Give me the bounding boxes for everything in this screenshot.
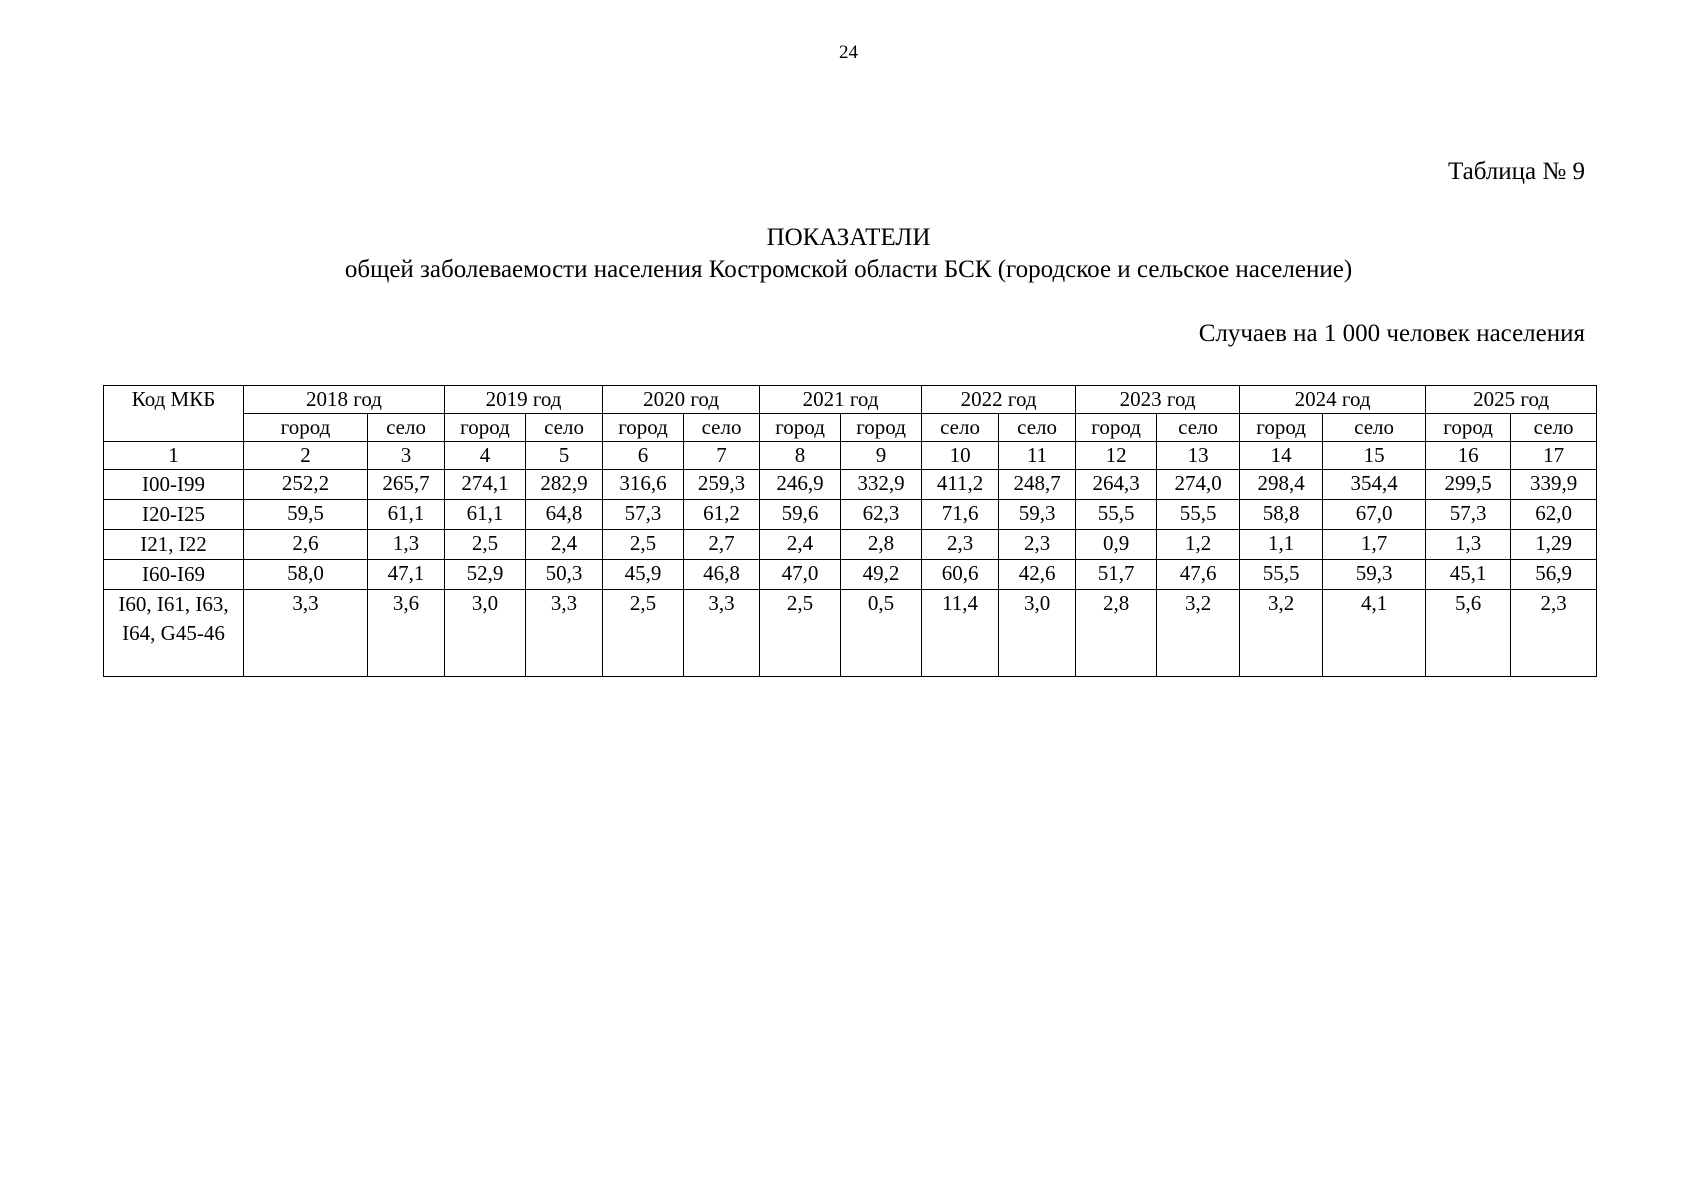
table-reference: Таблица № 9 — [1447, 158, 1585, 185]
value-cell: 3,3 — [684, 590, 760, 677]
value-cell: 252,2 — [244, 470, 368, 500]
column-number: 3 — [368, 442, 445, 470]
value-cell: 248,7 — [999, 470, 1076, 500]
value-cell: 411,2 — [922, 470, 999, 500]
value-cell: 56,9 — [1511, 560, 1597, 590]
value-cell: 52,9 — [445, 560, 526, 590]
population-type-header: город — [1240, 414, 1323, 442]
value-cell: 61,2 — [684, 500, 760, 530]
value-cell: 2,7 — [684, 530, 760, 560]
icd-code-cell: I60, I61, I63, I64, G45-46 — [104, 590, 244, 677]
value-cell: 332,9 — [841, 470, 922, 500]
column-number: 9 — [841, 442, 922, 470]
value-cell: 57,3 — [1426, 500, 1511, 530]
value-cell: 1,3 — [368, 530, 445, 560]
year-header: 2018 год — [244, 386, 445, 414]
value-cell: 60,6 — [922, 560, 999, 590]
population-type-header: город — [1426, 414, 1511, 442]
value-cell: 2,3 — [922, 530, 999, 560]
value-cell: 55,5 — [1240, 560, 1323, 590]
value-cell: 1,29 — [1511, 530, 1597, 560]
value-cell: 51,7 — [1076, 560, 1157, 590]
value-cell: 354,4 — [1323, 470, 1426, 500]
value-cell: 1,2 — [1157, 530, 1240, 560]
value-cell: 264,3 — [1076, 470, 1157, 500]
icd-code-header: Код МКБ — [104, 386, 244, 442]
icd-code-cell: I21, I22 — [104, 530, 244, 560]
value-cell: 50,3 — [526, 560, 603, 590]
column-number: 1 — [104, 442, 244, 470]
value-cell: 0,9 — [1076, 530, 1157, 560]
table-row — [104, 560, 1597, 590]
value-cell: 3,0 — [999, 590, 1076, 677]
value-cell: 274,0 — [1157, 470, 1240, 500]
value-cell: 1,3 — [1426, 530, 1511, 560]
value-cell: 57,3 — [603, 500, 684, 530]
value-cell: 11,4 — [922, 590, 999, 677]
value-cell: 62,0 — [1511, 500, 1597, 530]
icd-code-cell: I00-I99 — [104, 470, 244, 500]
population-type-header: город — [841, 414, 922, 442]
column-number: 11 — [999, 442, 1076, 470]
value-cell: 4,1 — [1323, 590, 1426, 677]
value-cell: 59,3 — [1323, 560, 1426, 590]
value-cell: 259,3 — [684, 470, 760, 500]
morbidity-table — [103, 385, 1597, 677]
value-cell: 47,0 — [760, 560, 841, 590]
population-type-header: село — [1157, 414, 1240, 442]
document-title: ПОКАЗАТЕЛИ — [766, 224, 931, 251]
value-cell: 64,8 — [526, 500, 603, 530]
year-header: 2020 год — [603, 386, 760, 414]
value-cell: 59,6 — [760, 500, 841, 530]
value-cell: 67,0 — [1323, 500, 1426, 530]
population-type-header: село — [684, 414, 760, 442]
value-cell: 47,6 — [1157, 560, 1240, 590]
value-cell: 339,9 — [1511, 470, 1597, 500]
value-cell: 282,9 — [526, 470, 603, 500]
population-type-header: город — [760, 414, 841, 442]
table-row — [104, 530, 1597, 560]
population-type-header: село — [526, 414, 603, 442]
value-cell: 0,5 — [841, 590, 922, 677]
value-cell: 58,0 — [244, 560, 368, 590]
value-cell: 61,1 — [368, 500, 445, 530]
column-number: 10 — [922, 442, 999, 470]
table-row — [104, 500, 1597, 530]
value-cell: 274,1 — [445, 470, 526, 500]
column-number: 2 — [244, 442, 368, 470]
value-cell: 2,4 — [526, 530, 603, 560]
value-cell: 5,6 — [1426, 590, 1511, 677]
value-cell: 47,1 — [368, 560, 445, 590]
value-cell: 45,1 — [1426, 560, 1511, 590]
year-header-row — [104, 386, 1597, 414]
column-number: 14 — [1240, 442, 1323, 470]
value-cell: 3,3 — [244, 590, 368, 677]
value-cell: 3,2 — [1157, 590, 1240, 677]
column-number: 7 — [684, 442, 760, 470]
value-cell: 2,5 — [445, 530, 526, 560]
value-cell: 49,2 — [841, 560, 922, 590]
value-cell: 55,5 — [1157, 500, 1240, 530]
value-cell: 2,6 — [244, 530, 368, 560]
value-cell: 2,3 — [1511, 590, 1597, 677]
value-cell: 1,1 — [1240, 530, 1323, 560]
population-type-header: село — [1323, 414, 1426, 442]
year-header: 2025 год — [1426, 386, 1597, 414]
value-cell: 299,5 — [1426, 470, 1511, 500]
value-cell: 61,1 — [445, 500, 526, 530]
column-number: 12 — [1076, 442, 1157, 470]
value-cell: 246,9 — [760, 470, 841, 500]
population-type-header: село — [922, 414, 999, 442]
table-row — [104, 590, 1597, 677]
population-type-header: село — [999, 414, 1076, 442]
year-header: 2022 год — [922, 386, 1076, 414]
units-note: Случаев на 1 000 человек населения — [1198, 320, 1585, 347]
year-header: 2021 год — [760, 386, 922, 414]
value-cell: 2,4 — [760, 530, 841, 560]
column-number: 17 — [1511, 442, 1597, 470]
value-cell: 2,8 — [841, 530, 922, 560]
population-type-header: город — [244, 414, 368, 442]
subheader-row — [104, 414, 1597, 442]
value-cell: 2,5 — [603, 590, 684, 677]
value-cell: 59,5 — [244, 500, 368, 530]
value-cell: 3,0 — [445, 590, 526, 677]
value-cell: 2,5 — [603, 530, 684, 560]
population-type-header: село — [368, 414, 445, 442]
value-cell: 45,9 — [603, 560, 684, 590]
population-type-header: город — [445, 414, 526, 442]
value-cell: 3,6 — [368, 590, 445, 677]
value-cell: 2,3 — [999, 530, 1076, 560]
icd-code-cell: I20-I25 — [104, 500, 244, 530]
value-cell: 59,3 — [999, 500, 1076, 530]
column-number: 13 — [1157, 442, 1240, 470]
icd-code-cell: I60-I69 — [104, 560, 244, 590]
value-cell: 1,7 — [1323, 530, 1426, 560]
table-row — [104, 470, 1597, 500]
population-type-header: город — [603, 414, 684, 442]
value-cell: 46,8 — [684, 560, 760, 590]
value-cell: 265,7 — [368, 470, 445, 500]
value-cell: 3,3 — [526, 590, 603, 677]
value-cell: 55,5 — [1076, 500, 1157, 530]
population-type-header: село — [1511, 414, 1597, 442]
value-cell: 2,5 — [760, 590, 841, 677]
value-cell: 42,6 — [999, 560, 1076, 590]
value-cell: 71,6 — [922, 500, 999, 530]
population-type-header: город — [1076, 414, 1157, 442]
value-cell: 58,8 — [1240, 500, 1323, 530]
column-number: 16 — [1426, 442, 1511, 470]
column-number: 6 — [603, 442, 684, 470]
page-number: 24 — [839, 42, 858, 63]
value-cell: 2,8 — [1076, 590, 1157, 677]
year-header: 2019 год — [445, 386, 603, 414]
document-subtitle: общей заболеваемости населения Костромской области БСК (городское и сельское население) — [344, 256, 1353, 283]
year-header: 2024 год — [1240, 386, 1426, 414]
column-number-row — [104, 442, 1597, 470]
year-header: 2023 год — [1076, 386, 1240, 414]
value-cell: 298,4 — [1240, 470, 1323, 500]
column-number: 8 — [760, 442, 841, 470]
value-cell: 62,3 — [841, 500, 922, 530]
value-cell: 3,2 — [1240, 590, 1323, 677]
document-heading — [0, 222, 1697, 286]
column-number: 4 — [445, 442, 526, 470]
column-number: 15 — [1323, 442, 1426, 470]
value-cell: 316,6 — [603, 470, 684, 500]
column-number: 5 — [526, 442, 603, 470]
